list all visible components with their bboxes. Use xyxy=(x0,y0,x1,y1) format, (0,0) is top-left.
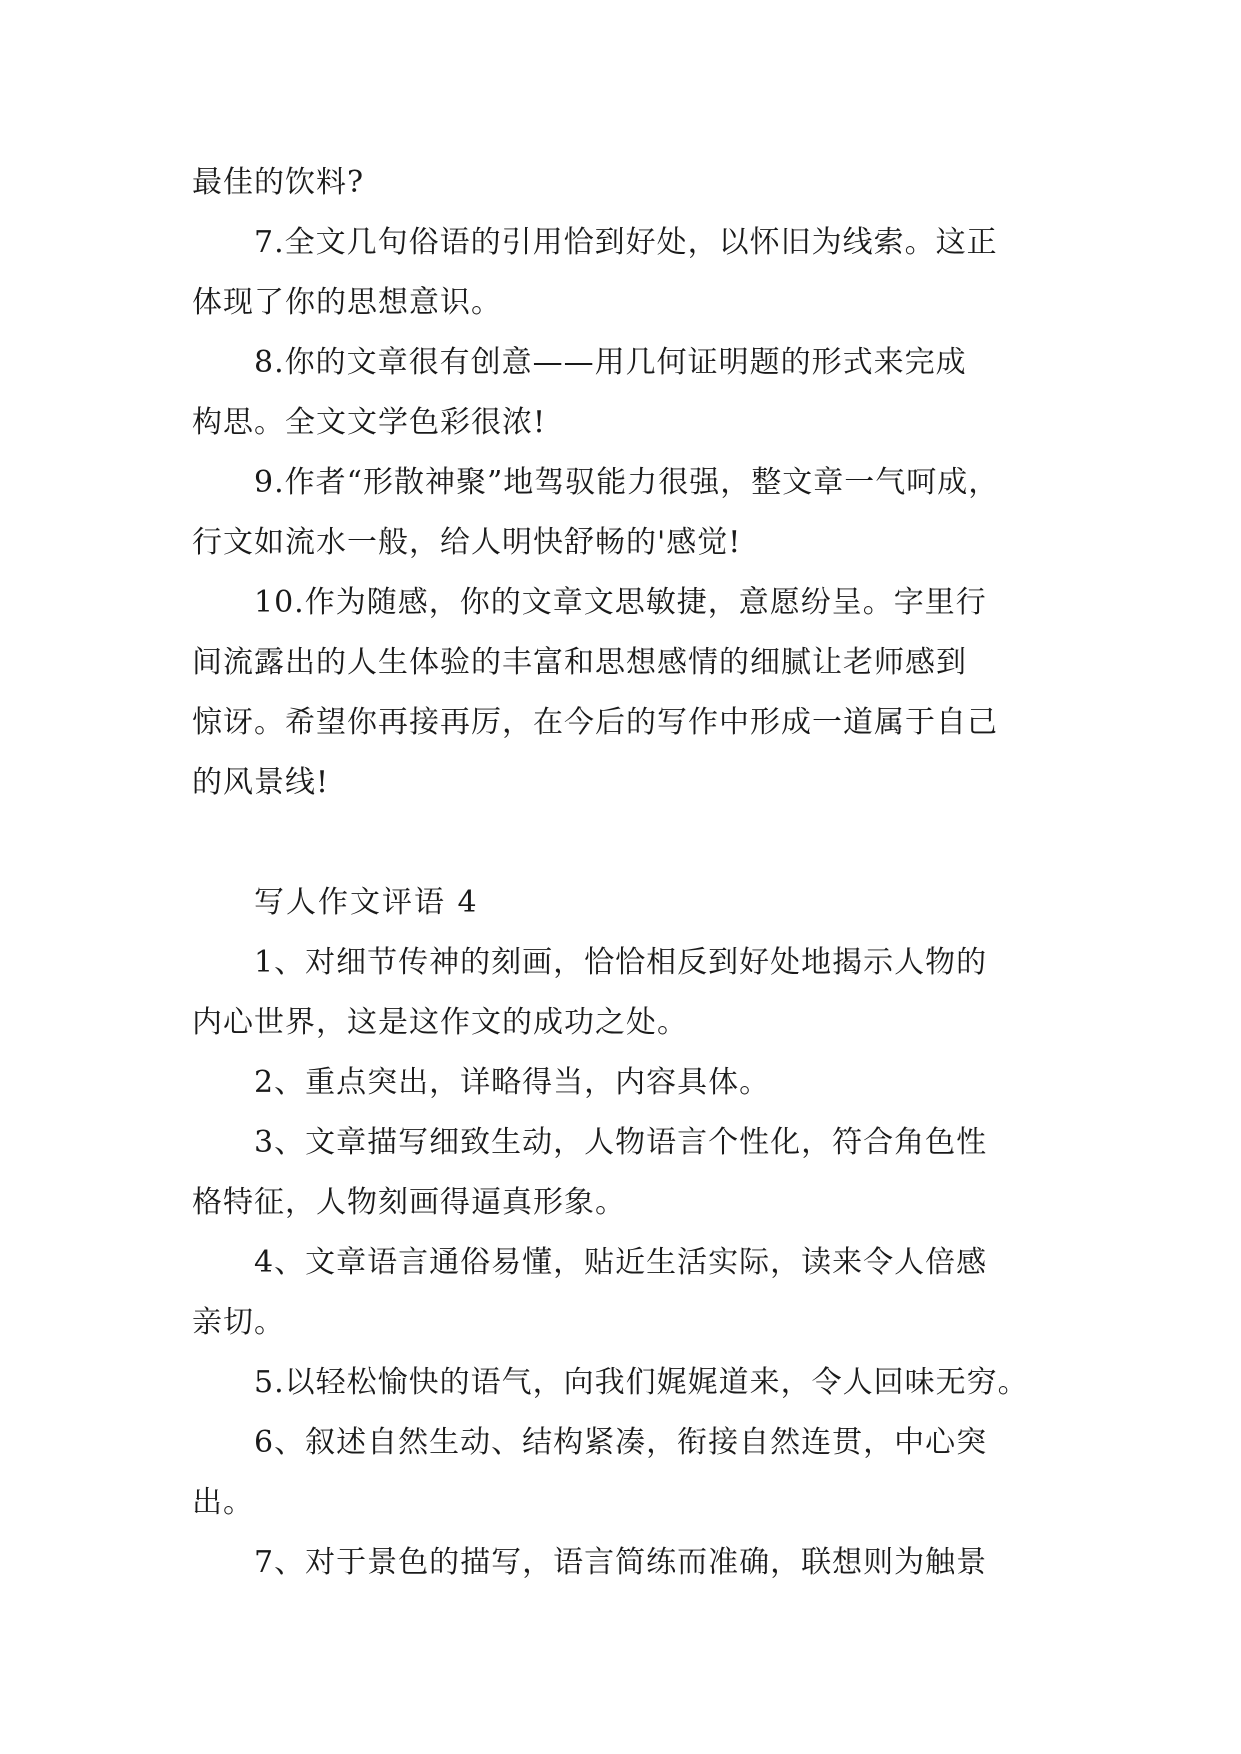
comment-10-line-1: 10.作为随感，你的文章文思敏捷，意愿纷呈。字里行 xyxy=(254,585,987,620)
comment-1-line-2: 内心世界，这是这作文的成功之处。 xyxy=(192,1005,688,1040)
comment-8-line-1: 8.你的文章很有创意——用几何证明题的形式来完成 xyxy=(254,345,967,380)
comment-4-line-2: 亲切。 xyxy=(192,1305,285,1340)
comment-1-line-1: 1、对细节传神的刻画，恰恰相反到好处地揭示人物的 xyxy=(254,945,988,980)
comment-7b-line-1: 7、对于景色的描写，语言简练而准确，联想则为触景 xyxy=(254,1545,988,1580)
comment-7-line-1: 7.全文几句俗语的引用恰到好处，以怀旧为线索。这正 xyxy=(254,225,998,260)
comment-2-line-1: 2、重点突出，详略得当，内容具体。 xyxy=(254,1065,771,1100)
comment-8-line-2: 构思。全文文学色彩很浓! xyxy=(192,405,547,440)
comment-9-line-1: 9.作者“形散神聚”地驾驭能力很强，整文章一气呵成， xyxy=(254,465,1000,500)
comment-3-line-1: 3、文章描写细致生动，人物语言个性化，符合角色性 xyxy=(254,1125,988,1160)
comment-7-line-2: 体现了你的思想意识。 xyxy=(192,285,502,320)
comment-9-line-2: 行文如流水一般，给人明快舒畅的'感觉! xyxy=(192,525,742,560)
text-line: 最佳的饮料? xyxy=(192,165,365,200)
comment-10-line-3: 惊讶。希望你再接再厉，在今后的写作中形成一道属于自己 xyxy=(192,705,998,740)
comment-3-line-2: 格特征，人物刻画得逼真形象。 xyxy=(192,1185,626,1220)
comment-10-line-2: 间流露出的人生体验的丰富和思想感情的细腻让老师感到 xyxy=(192,645,967,680)
comment-10-line-4: 的风景线! xyxy=(192,765,330,800)
comment-4-line-1: 4、文章语言通俗易懂，贴近生活实际，读来令人倍感 xyxy=(254,1245,988,1280)
section-heading: 写人作文评语 4 xyxy=(254,885,479,920)
comment-6-line-1: 6、叙述自然生动、结构紧凑，衔接自然连贯，中心突 xyxy=(254,1425,988,1460)
comment-6-line-2: 出。 xyxy=(192,1485,254,1520)
comment-5-line-1: 5.以轻松愉快的语气，向我们娓娓道来，令人回味无穷。 xyxy=(254,1365,1029,1400)
